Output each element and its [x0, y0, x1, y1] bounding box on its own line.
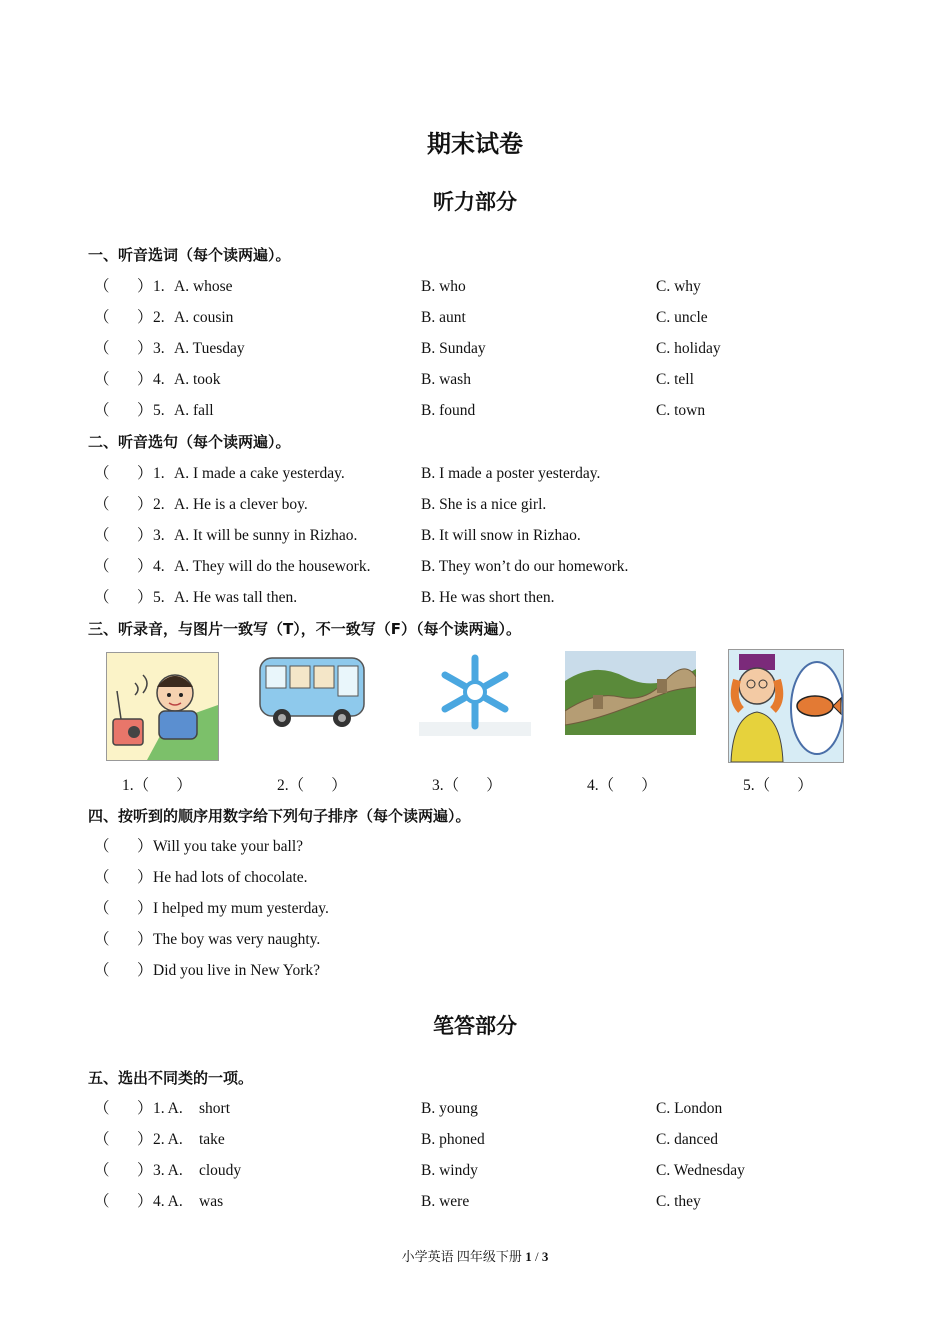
sec2-question-row	[0, 586, 950, 610]
option-a: A. He is a clever boy.	[174, 496, 308, 513]
answer-paren-open[interactable]: （	[94, 558, 110, 575]
sec4-sentence-row	[0, 928, 950, 952]
answer-paren-close: ）	[137, 402, 153, 419]
footer-text: 小学英语 四年级下册	[401, 1249, 526, 1264]
option-c: C. London	[656, 1100, 723, 1117]
picture-answer-label[interactable]: 1.（ ）	[122, 777, 192, 794]
sec2-question-row	[0, 462, 950, 486]
answer-paren-open[interactable]: （	[94, 869, 110, 886]
sentence-text: I helped my mum yesterday.	[153, 900, 329, 917]
footer-separator: /	[531, 1249, 542, 1264]
writing-part-title: 笔答部分	[433, 1014, 517, 1038]
option-a: was	[199, 1193, 224, 1210]
answer-paren-close: ）	[137, 309, 153, 326]
answer-paren-close: ）	[137, 589, 153, 606]
bus-icon	[256, 652, 369, 732]
sec4-sentence-row	[0, 897, 950, 921]
answer-paren-open[interactable]: （	[94, 589, 110, 606]
sentence-text: The boy was very naughty.	[153, 931, 321, 948]
option-a: A. I made a cake yesterday.	[174, 465, 345, 482]
sentence-text: Will you take your ball?	[153, 838, 304, 855]
sec4-sentence-row	[0, 835, 950, 859]
option-b: B. who	[421, 278, 466, 295]
question-number: 3. A.	[153, 1162, 183, 1179]
picture-boy-radio	[106, 652, 219, 761]
option-a: A. They will do the housework.	[174, 558, 371, 575]
sec1-question-row	[0, 275, 950, 299]
option-a: short	[199, 1100, 230, 1117]
sec2-question-row	[0, 493, 950, 517]
sec5-question-row	[0, 1097, 950, 1121]
question-number: 4.	[153, 371, 165, 388]
answer-paren-close: ）	[137, 1162, 153, 1179]
answer-paren-close: ）	[137, 962, 153, 979]
answer-paren-open[interactable]: （	[94, 402, 110, 419]
option-a: A. He was tall then.	[174, 589, 298, 606]
boy-radio-icon	[107, 653, 218, 760]
question-number: 5.	[153, 589, 165, 606]
answer-paren-close: ）	[137, 558, 153, 575]
option-c: C. why	[656, 278, 701, 295]
option-b: B. aunt	[421, 309, 466, 326]
answer-paren-open[interactable]: （	[94, 465, 110, 482]
option-b: B. wash	[421, 371, 471, 388]
option-a: A. fall	[174, 402, 214, 419]
sec4-sentence-row	[0, 959, 950, 983]
option-c: C. danced	[656, 1131, 718, 1148]
answer-paren-close: ）	[137, 900, 153, 917]
sec1-question-row	[0, 399, 950, 423]
answer-paren-open[interactable]: （	[94, 1162, 110, 1179]
question-number: 2.	[153, 309, 165, 326]
picture-snowflake	[419, 652, 531, 736]
snowflake-icon	[419, 652, 531, 736]
woman-fish-icon	[729, 650, 843, 762]
option-b: B. found	[421, 402, 476, 419]
question-number: 4. A.	[153, 1193, 183, 1210]
answer-paren-open[interactable]: （	[94, 527, 110, 544]
answer-paren-open[interactable]: （	[94, 340, 110, 357]
question-number: 2.	[153, 496, 165, 513]
option-b: B. They won’t do our homework.	[421, 558, 629, 575]
option-b: B. I made a poster yesterday.	[421, 465, 601, 482]
answer-paren-open[interactable]: （	[94, 1193, 110, 1210]
option-c: C. they	[656, 1193, 701, 1210]
great-wall-icon	[565, 651, 696, 735]
question-number: 4.	[153, 558, 165, 575]
option-a: A. whose	[174, 278, 233, 295]
page-title: 期末试卷	[427, 130, 523, 158]
answer-paren-open[interactable]: （	[94, 962, 110, 979]
listening-part-title: 听力部分	[433, 190, 517, 214]
sec5-question-row	[0, 1190, 950, 1214]
section-1-heading: 一、听音选词（每个读两遍）。	[88, 246, 291, 264]
answer-paren-open[interactable]: （	[94, 838, 110, 855]
option-a: A. took	[174, 371, 221, 388]
sec1-question-row	[0, 368, 950, 392]
section-2-heading: 二、听音选句（每个读两遍）。	[88, 433, 291, 451]
sec2-question-row	[0, 524, 950, 548]
question-number: 1.	[153, 278, 165, 295]
picture-answer-label[interactable]: 4.（ ）	[587, 777, 657, 794]
sec2-question-row	[0, 555, 950, 579]
sec4-sentence-row	[0, 866, 950, 890]
answer-paren-close: ）	[137, 931, 153, 948]
sentence-text: He had lots of chocolate.	[153, 869, 308, 886]
answer-paren-close: ）	[137, 1131, 153, 1148]
option-a: A. Tuesday	[174, 340, 245, 357]
answer-paren-close: ）	[137, 527, 153, 544]
option-b: B. She is a nice girl.	[421, 496, 547, 513]
section-5-heading: 五、选出不同类的一项。	[88, 1069, 254, 1087]
option-c: C. Wednesday	[656, 1162, 745, 1179]
page-footer	[0, 1246, 950, 1265]
answer-paren-close: ）	[137, 465, 153, 482]
option-a: A. It will be sunny in Rizhao.	[174, 527, 358, 544]
sec1-question-row	[0, 306, 950, 330]
picture-great-wall	[565, 651, 696, 735]
sec1-question-row	[0, 337, 950, 361]
question-number: 1.	[153, 465, 165, 482]
answer-paren-open[interactable]: （	[94, 931, 110, 948]
answer-paren-open[interactable]: （	[94, 1100, 110, 1117]
question-number: 3.	[153, 527, 165, 544]
answer-paren-open[interactable]: （	[94, 371, 110, 388]
answer-paren-close: ）	[137, 869, 153, 886]
picture-answer-label[interactable]: 5.（ ）	[743, 777, 813, 794]
option-a: take	[199, 1131, 225, 1148]
footer-page-total: 3	[541, 1249, 549, 1264]
option-c: C. uncle	[656, 309, 708, 326]
picture-bus	[256, 652, 369, 732]
answer-paren-close: ）	[137, 340, 153, 357]
option-c: C. tell	[656, 371, 694, 388]
question-number: 2. A.	[153, 1131, 183, 1148]
option-a: cloudy	[199, 1162, 242, 1179]
answer-paren-close: ）	[137, 278, 153, 295]
option-a: A. cousin	[174, 309, 234, 326]
picture-answer-label[interactable]: 3.（ ）	[432, 777, 502, 794]
option-c: C. town	[656, 402, 706, 419]
option-b: B. windy	[421, 1162, 478, 1179]
answer-paren-close: ）	[137, 838, 153, 855]
option-b: B. phoned	[421, 1131, 485, 1148]
option-b: B. It will snow in Rizhao.	[421, 527, 581, 544]
sentence-text: Did you live in New York?	[153, 962, 321, 979]
option-b: B. He was short then.	[421, 589, 555, 606]
question-number: 3.	[153, 340, 165, 357]
answer-paren-close: ）	[137, 496, 153, 513]
picture-woman-fish	[728, 649, 844, 763]
footer-page-number: 1	[525, 1249, 532, 1264]
answer-paren-open[interactable]: （	[94, 278, 110, 295]
answer-paren-open[interactable]: （	[94, 496, 110, 513]
option-c: C. holiday	[656, 340, 721, 357]
sec5-question-row	[0, 1128, 950, 1152]
option-b: B. were	[421, 1193, 470, 1210]
answer-paren-close: ）	[137, 371, 153, 388]
section-4-heading: 四、按听到的顺序用数字给下列句子排序（每个读两遍）。	[88, 807, 471, 825]
answer-paren-open[interactable]: （	[94, 1131, 110, 1148]
option-b: B. young	[421, 1100, 478, 1117]
question-number: 5.	[153, 402, 165, 419]
answer-paren-open[interactable]: （	[94, 309, 110, 326]
option-b: B. Sunday	[421, 340, 486, 357]
section-3-heading: 三、听录音，与图片一致写（T），不一致写（F）（每个读两遍）。	[88, 620, 521, 638]
answer-paren-close: ）	[137, 1193, 153, 1210]
sec5-question-row	[0, 1159, 950, 1183]
question-number: 1. A.	[153, 1100, 183, 1117]
answer-paren-close: ）	[137, 1100, 153, 1117]
picture-answer-label[interactable]: 2.（ ）	[277, 777, 347, 794]
answer-paren-open[interactable]: （	[94, 900, 110, 917]
